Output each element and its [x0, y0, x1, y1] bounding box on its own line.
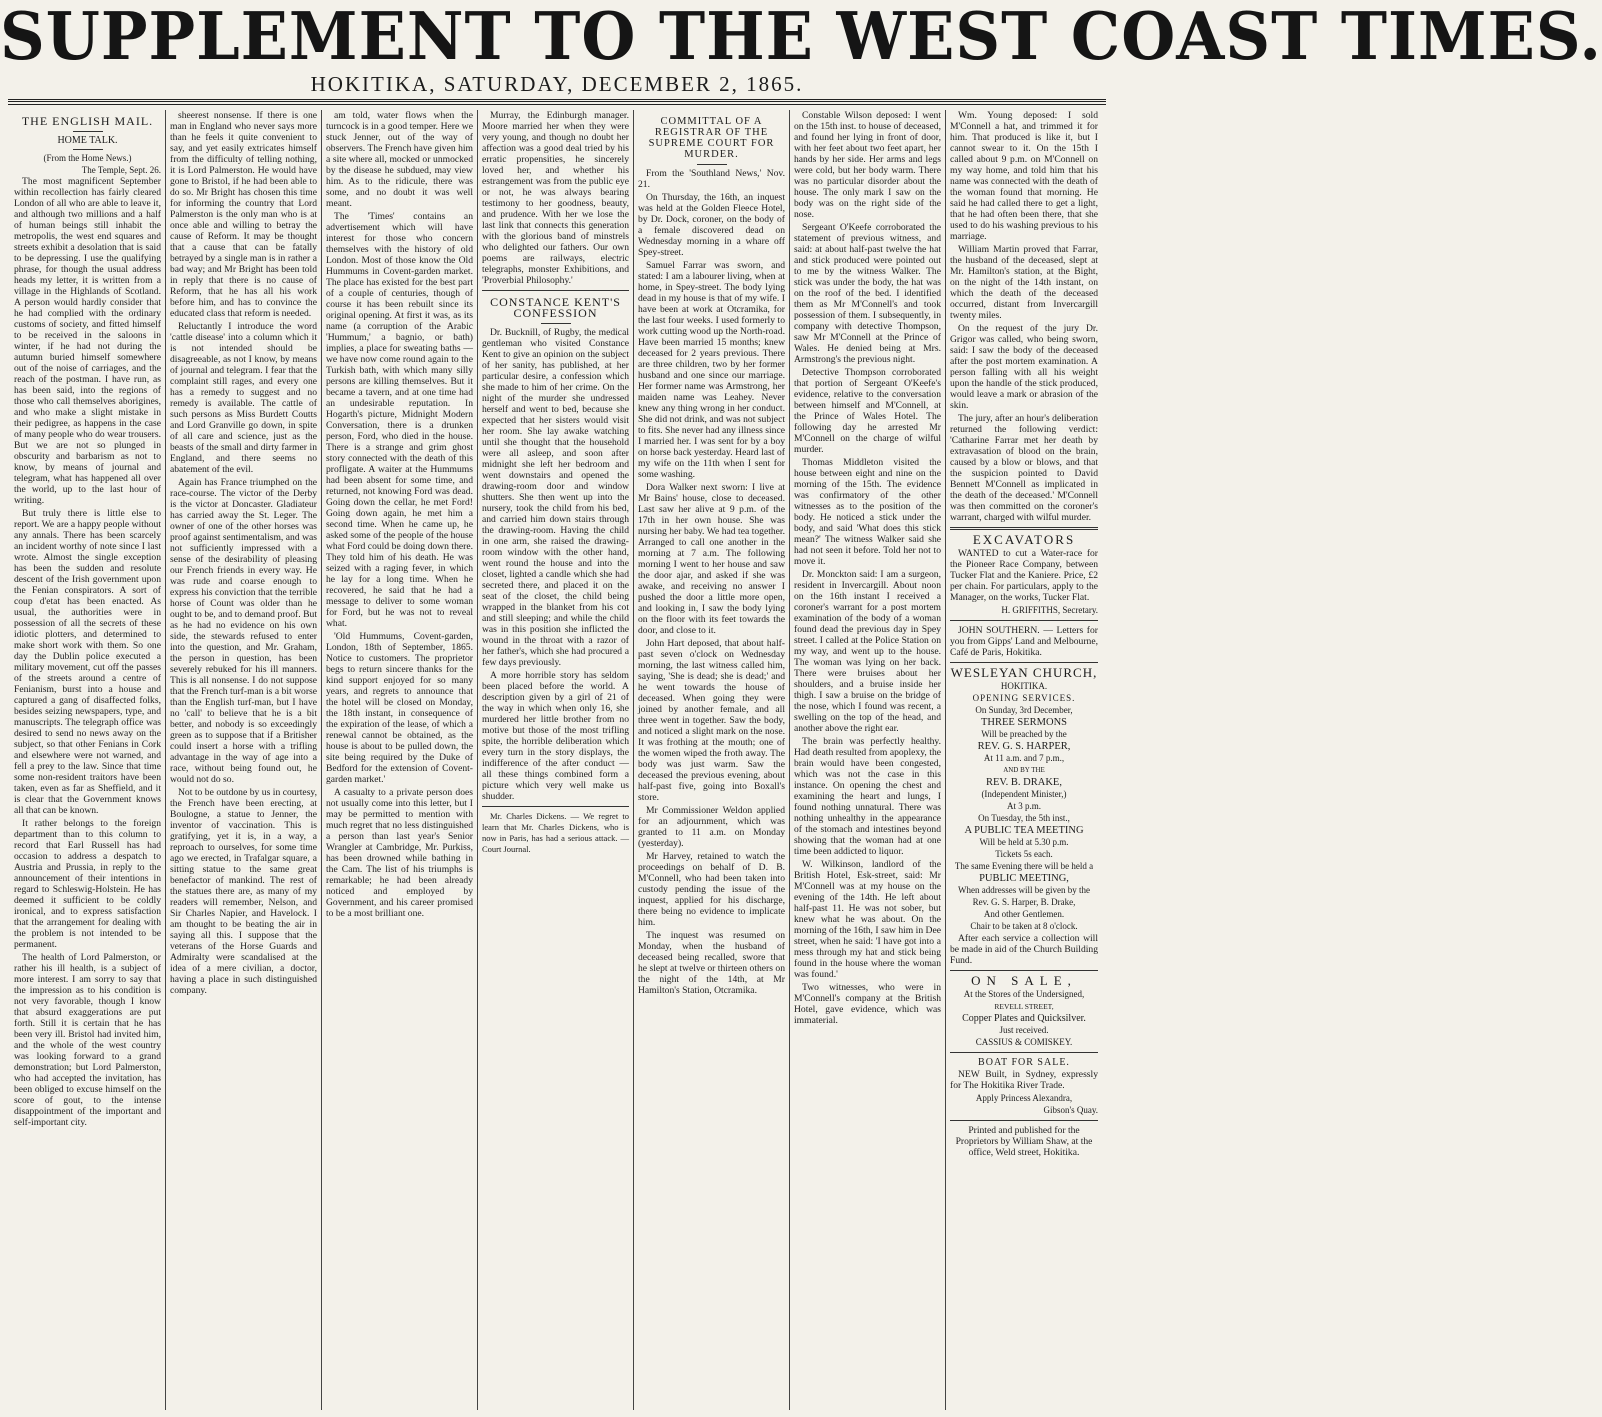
ad-church-collection: After each service a collection will be made in aid of the Church Building Fund. — [950, 933, 1098, 966]
paragraph: The 'Times' contains an advertisement which will have interest for those who concern themselves with the history of old London. Most of those know the Old Hummums in Covent-garden market. The place has existed for the best part of a couple of centuries, though of course it has been rebuilt since its original opening. At first it was, as its name (a corruption of the Arabic 'Hummum,' a bagnio, or bath) implies, a place for sweating baths — we have now come round again to the Turkish bath, with which many silly persons are killing themselves. But it became a tavern, and at one time had an undesirable reputation. In Hogarth's picture, Midnight Modern Conversation, there is a drunken person, Ford, who died in the house. There is a strange and grim ghost story connected with the death of this profligate. A waiter at the Hummums had been absent for some time, and returned, not knowing Ford was dead. Going down the cellar, he met Ford! Going down again, he met him a second time. When he came up, he asked some of the people of the house what Ford could be doing down there. They told him of his death. He was seized with a raging fever, in which he lay for a long time. When he recovered, he said that he had a message to deliver to some woman for Ford, but he was not to reveal what. — [326, 211, 473, 629]
paragraph: The inquest was resumed on Monday, when the husband of deceased being recalled, swore that he slept at twelve or thirteen others on the night of the 14th, at Mr Hamilton's Station, Otcramika. — [638, 930, 785, 996]
article-heading: CONSTANCE KENT'S CONFESSION — [490, 295, 621, 320]
ad-church-title: WESLEYAN CHURCH, — [950, 665, 1098, 680]
paragraph: W. Wilkinson, landlord of the British Hotel, Esk-street, said: Mr M'Connell was at my house on the evening of the 14th. He left about half-past 11. He was not sober, but knew what he was about. On the morning of the 16th, I saw him in Dee street, when he said: 'I have got into a mess through my hat and stick being found in the house where the woman was found.' — [794, 859, 941, 980]
ad-church-chair: Chair to be taken at 8 o'clock. — [970, 921, 1078, 931]
paragraph: The brain was perfectly healthy. Had death resulted from apoplexy, the brain would have been congested, which was not the case in this instance. On opening the chest and examining the heart and lungs, I found nothing unnatural. There was nothing unhealthy in the appearance of the stomach and intestines beyond showing that the woman had at one time been addicted to liquor. — [794, 736, 941, 857]
ad-church-addressed: When addresses will be given by the — [958, 885, 1090, 895]
divider — [482, 806, 629, 807]
paragraph: A casualty to a private person does not usually come into this letter, but I may be permitted to mention with much regret that no less distinguished a person than last year's Senior Wrangler at Cambridge, Mr. Purkiss, has been drowned while bathing in the Cam. The list of his triumphs is remarkable; he had been already noticed and employed by Government, and his career promised to be a most brilliant one. — [326, 787, 473, 919]
divider — [950, 970, 1098, 971]
column-2 — [166, 110, 322, 1410]
ad-excavators-body: WANTED to cut a Water-race for the Pioneer Race Company, between Tucker Flat and the Kaniere. Price, £2 per chain. For particulars, apply to the Manager, on the works, Tucker Flat. — [950, 548, 1098, 603]
ad-church-tickets: Tickets 5s each. — [995, 849, 1053, 859]
dateline: HOKITIKA, SATURDAY, DECEMBER 2, 1865. — [310, 72, 804, 96]
column-5 — [634, 110, 790, 1410]
ad-church-indep: (Independent Minister,) — [981, 789, 1067, 799]
ad-boat-title: BOAT FOR SALE. — [978, 1057, 1070, 1068]
paragraph: Detective Thompson corroborated that portion of Sergeant O'Keefe's evidence, relative to the conversation between himself and M'Connell, at the Prince of Wales Hotel. The following day he arrested Mr M'Connell on the charge of wilful murder. — [794, 367, 941, 455]
paragraph: Mr Harvey, retained to watch the proceedings on behalf of D. B. M'Connell, who had been taken into custody pending the issue of the inquest, applied for his discharge, there being no evidence to implicate him. — [638, 851, 785, 928]
footnote: Mr. Charles Dickens. — We regret to learn that Mr. Charles Dickens, who is now in Paris, has had a serious attack. — Court Journal. — [482, 811, 629, 854]
ad-boat-quay: Gibson's Quay. — [1043, 1105, 1098, 1115]
ad-church-speakers: Rev. G. S. Harper, B. Drake, — [972, 897, 1076, 907]
paragraph: Dora Walker next sworn: I live at Mr Bains' house, close to deceased. Last saw her alive at 9 p.m. of the 17th in her own house. She was nursing her baby. We had tea together. Arranged to call one another in the morning at 7 a.m. The following morning I went to her house and saw the door ajar, and asked if she was awake, and receiving no answer I pushed the door a little more open, and looking in, I saw the body lying on the floor with its feet towards the door, and close to it. — [638, 482, 785, 636]
paragraph: Wm. Young deposed: I sold M'Connell a hat, and trimmed it for him. That produced is like it, but I cannot swear to it. On the 15th I called about 9 p.m. on M'Connell on my way home, and told him that his name was connected with the death of the woman found that morning. He said he had called there to get a light, that he had often been there, that she used to do his washing previous to his marriage. — [950, 110, 1098, 242]
paragraph: Two witnesses, who were in M'Connell's company at the British Hotel, gave evidence, which was immaterial. — [794, 982, 941, 1026]
divider — [482, 290, 629, 291]
article-heading: COMMITTAL OF A REGISTRAR OF THE SUPREME COURT FOR MURDER. — [648, 116, 775, 160]
paragraph: The health of Lord Palmerston, or rather his ill health, is a subject of more interest. I am sorry to say that the impression as to his condition is not very favorable, though I know that absurd exaggerations are put forth. Still it is certain that he has been very ill. Bristol had invited him, and the whole of the west country was looking forward to a grand demonstration; but Lord Palmerston, who had accepted the invitation, has been obliged to excuse himself on the score of gout, to the intense disappointment of the important and self-important city. — [14, 952, 161, 1128]
paragraph: Again has France triumphed on the race-course. The victor of the Derby is the victor at Doncaster. Gladiateur has carried away the St. Leger. The owner of one of the other horses was proof against sentimentalism, and was not sufficiently impressed with a sense of the desirability of pleasing our French friends in every way. He was rude and coarse enough to express his conviction that the terrible horse of Count was older than he ought to be, and to demand proof. But as he had no evidence on his own side, the stewards refused to enter into the question, and Mr. Graham, the person in question, has been severely rebuked for his ill manners. This is all nonsense. I do not suppose that the French turf-man is a bit worse than the English turf-man, but I have no 'call' to believe that he is a bit better, and nobody is so exceedingly green as to suppose that if a Britisher could insert a horse with a trifling advantage in the way of age into a race, without being found out, he would not do so. — [170, 477, 317, 785]
ad-church-same: The same Evening there will be held a — [954, 861, 1094, 871]
divider — [73, 149, 103, 150]
imprint: Printed and published for the Proprietors by William Shaw, at the office, Weld street, Hokitika. — [955, 1125, 1093, 1158]
paragraph: am told, water flows when the turncock is in a good temper. Here we stuck Jenner, out of the way of observers. The French have given him a site where all, mocked or unmocked by the disease he subdued, may view him. As to the ridicule, there was some, and no doubt it was well meant. — [326, 110, 473, 209]
ad-southern: JOHN SOUTHERN. — Letters for you from Gipps' Land and Melbourne, Café de Paris, Hokitika. — [950, 625, 1098, 658]
paragraph: It rather belongs to the foreign department than to this column to record that Earl Russell has had occasion to address a despatch to Austria and Prussia, in reply to the announcement of their intentions in regard to Schleswig-Holstein. He has deemed it sufficient to be coldly ironical, and to express satisfaction that the arrangement for dealing with the problem is not intended to be permanent. — [14, 818, 161, 950]
divider — [950, 662, 1098, 663]
ad-church-time1: At 11 a.m. and 7 p.m., — [983, 753, 1065, 763]
ad-sale-items: Copper Plates and Quicksilver. — [962, 1013, 1086, 1024]
ad-church-time2: At 3 p.m. — [1006, 801, 1041, 811]
ad-church-preached: Will be preached by the — [981, 729, 1067, 739]
ad-church-and: AND BY THE — [1003, 766, 1045, 774]
article-source: (From the Home News.) — [43, 153, 132, 163]
paragraph: On Thursday, the 16th, an inquest was held at the Golden Fleece Hotel, by Dr. Dock, coroner, on the body of a female discovered dead on Wednesday morning in a whare off Spey-street. — [638, 192, 785, 258]
ad-church-sermons: THREE SERMONS — [980, 717, 1068, 728]
ad-sale-title: ON SALE, — [971, 973, 1077, 988]
ad-boat-apply: Apply Princess Alexandra, — [975, 1093, 1073, 1103]
ad-church-rev1: REV. G. S. HARPER, — [977, 741, 1071, 752]
column-4 — [478, 110, 634, 1410]
paragraph: Not to be outdone by us in courtesy, the French have been erecting, at Boulogne, a statue to Jenner, the inventor of vaccination. This is gratifying, yet it is, in a way, a reproach to ourselves, for some time ago we erected, in Trafalgar square, a sitting statue to the same great benefactor of mankind. The rest of the statues there are, as many of my readers will remember, Nelson, and Sir Charles Napier, and Havelock. I am thought to be beating the air in saying all this. I suppose that the veterans of the Horse Guards and Admiralty were scandalised at the idea of a mere civilian, a doctor, having a place in such distinguished company. — [170, 787, 317, 996]
ad-church-public: PUBLIC MEETING, — [979, 873, 1069, 884]
ad-boat-body: NEW Built, in Sydney, expressly for The Hokitika River Trade. — [950, 1069, 1098, 1091]
ad-church-rev2: REV. B. DRAKE, — [986, 777, 1062, 788]
column-7 — [946, 110, 1102, 1410]
paragraph: Thomas Middleton visited the house between eight and nine on the morning of the 15th. The evidence was confirmatory of the other witnesses as to the position of the body. He noticed a stick under the body, and said 'What does this stick mean?' The witness Walker said she had not seen it before. Told her not to move it. — [794, 457, 941, 567]
paragraph: Constable Wilson deposed: I went on the 15th inst. to house of deceased, and found her lying in front of door, with her feet about two feet apart, her hands by her side. Her arms and legs were cold, but her body warm. There was no particular disorder about the house. The only mark I saw on the body was on the right side of the nose. — [794, 110, 941, 220]
ad-church-others: And other Gentlemen. — [983, 909, 1065, 919]
ad-church-opening: OPENING SERVICES. — [972, 693, 1076, 703]
paragraph: The most magnificent September within recollection has fairly cleared London of all who are able to leave it, and although two millions and a half of human beings still inhabit the metropolis, the west end squares and streets exhibit a desolation that is said to be depressing. I use the qualifying phrase, for though the usual address heads my letter, it is written from a village in the Highlands of Scotland. A person would hardly consider that he had complied with the ordinary customs of society, and fitted himself to be received in the saloons in winter, if he had not during the autumn buried himself somewhere out of the noise of carriages, and the reach of the postman. I have run, as has been said, into the regions of those who call themselves aborigines, and who make a slight mistake in their pedigree, as happens in the case of many people who do wear trousers. But we are not so plunged in obscurity and barbarism as not to know, by means of journal and telegram, what has happened all over the world, up to the last hour of writing. — [14, 176, 161, 506]
masthead-rule-thin — [8, 104, 1106, 105]
paragraph: On the request of the jury Dr. Grigor was called, who being sworn, said: I saw the body of the deceased after the post mortem examination. A person falling with all his weight upon the handle of the stick produced, would leave a mark or abrasion of the skin. — [950, 323, 1098, 411]
ad-excavators-title: EXCAVATORS — [972, 532, 1076, 547]
divider — [73, 131, 103, 132]
article-place-date: The Temple, Sept. 26. — [81, 165, 161, 175]
columns — [10, 110, 1106, 1410]
divider — [541, 323, 571, 324]
ad-church-held: Will be held at 5.30 p.m. — [979, 837, 1069, 847]
divider — [697, 164, 727, 165]
paragraph: John Hart deposed, that about half-past seven o'clock on Wednesday morning, the last witness called him, saying, 'She is dead; she is dead;' and he went towards the house of deceased. When going they were joined by another female, and all three went in together. Saw the body, and noticed a slight mark on the nose. It was frothing at the mouth; one of the women wiped the froth away. The body was just warm. Saw the deceased the previous evening, about half-past five, going into Boxall's store. — [638, 638, 785, 803]
article-subheading: HOME TALK. — [57, 135, 118, 146]
article-heading: THE ENGLISH MAIL. — [21, 114, 154, 128]
column-1 — [10, 110, 166, 1410]
masthead-title: SUPPLEMENT TO THE WEST COAST TIMES. — [0, 0, 1602, 75]
ad-sale-received: Just received. — [999, 1025, 1049, 1035]
ad-sale-firm: CASSIUS & COMISKEY. — [975, 1037, 1073, 1047]
paragraph: A more horrible story has seldom been placed before the world. A description given by a girl of 21 of the way in which when only 16, she murdered her little brother from no motive but those of the most trifling spite, the horrible deliberation which every turn in the story displays, the indifference of the after conduct — all these things combined form a picture which very well make us shudder. — [482, 670, 629, 802]
article-source: From the 'Southland News,' Nov. 21. — [638, 168, 785, 190]
paragraph: Reluctantly I introduce the word 'cattle disease' into a column which it is not intended should be disagreeable, as not I know, by means of journal and telegram. I fear that the complaint still rages, and every one has a remedy to suggest and no remedy is available. The cattle of such persons as Miss Burdett Coutts and Lord Granville go down, in spite of all care and science, just as the beasts of the small and dirty farmer in England, and there seems no abatement of the evil. — [170, 321, 317, 475]
divider — [950, 620, 1098, 621]
paragraph: Dr. Bucknill, of Rugby, the medical gentleman who visited Constance Kent to give an opinion on the subject of her sanity, has published, at her particular desire, a confession which she made to him of her crime. On the night of the murder she undressed herself and went to bed, because she expected that her sisters would visit her room. She lay awake watching until she thought that the household were all asleep, and soon after midnight she left her bedroom and went downstairs and opened the drawing-room door and window shutters. She then went up into the nursery, took the child from his bed, and carried him down stairs through the drawing-room. Having the child in one arm, she raised the drawing-room window with the other hand, went round the house and into the closet, lighted a candle which she had secreted there, and placed it on the seat of the closet, the child being wrapped in the blanket from his cot and still sleeping; and while the child was in this position she inflicted the wound in the throat with a razor of her father's, which she had procured a few days previously. — [482, 327, 629, 668]
divider — [950, 1052, 1098, 1053]
paragraph: Samuel Farrar was sworn, and stated: I am a labourer living, when at home, in Spey-street. The body lying dead in my house is that of my wife. I have been at work at Otcramika, for the last four weeks. I used formerly to work cutting wood up the North-road. Have been married 15 months; knew deceased for 2 years previous. There are three children, two by her former husband and one since our marriage. Her former name was Armstrong, her maiden name was Leahey. Never knew any thing wrong in her conduct. She did not drink, and was not subject to fits. She never had any illness since I married her. I was sent for by a boy on horse back yesterday. Heard last of my wife on the 11th when I sent for some washing. — [638, 260, 785, 480]
paragraph: William Martin proved that Farrar, the husband of the deceased, slept at Mr. Hamilton's station, at the Bight, on the night of the 14th instant, on which the death of the deceased occurred, distant from Invercargill twenty miles. — [950, 244, 1098, 321]
ad-excavators-signature: H. GRIFFITHS, Secretary. — [1001, 605, 1098, 615]
column-6 — [790, 110, 946, 1410]
paragraph: Dr. Monckton said: I am a surgeon, resident in Invercargill. About noon on the 16th instant I received a coroner's warrant for a post mortem examination of the body of a woman found dead the previous day in Spey street. I called at the Police Station on my way, and went up to the house. The woman was lying on her back. There were bruises about her shoulders, and a bruise inside her thigh. I saw a bruise on the bridge of the nose, which I found was recent, a swelling on the top of the head, and another above the right ear. — [794, 569, 941, 734]
ad-sale-stores: At the Stores of the Undersigned, — [963, 989, 1085, 999]
paragraph: 'Old Hummums, Covent-garden, London, 18th of September, 1865. Notice to customers. The proprietor begs to return sincere thanks for the kind support enjoyed for so many years, and regrets to announce that the hotel will be closed on Monday, the 18th instant, in consequence of the expiration of the lease, of which a renewal cannot be obtained, as the house is about to be pulled down, the site being required by the Duke of Bedford for the extension of Covent-garden market.' — [326, 631, 473, 785]
divider — [950, 1120, 1098, 1121]
ad-church-place: HOKITIKA. — [1000, 681, 1048, 691]
paragraph: Sergeant O'Keefe corroborated the statement of previous witness, and said: at about half-past twelve the hat and stick produced were pointed out to me by the witness Walker. The stick was under the body, the hat was on the roof of the bed. I identified them as Mr M'Connell's and took possession of them. I subsequently, in company with detective Thompson, saw Mr M'Connell at the Prince of Wales. He denied being at Mrs. Armstrong's the previous night. — [794, 222, 941, 365]
ad-church-date: On Sunday, 3rd December, — [975, 705, 1073, 715]
paragraph: sheerest nonsense. If there is one man in England who never says more than he feels it quite convenient to say, and yet easily extricates himself from the difficulty of telling nothing, it is Lord Palmerston. He would have gone to Bristol, if he had been able to do so. Mr Bright has chosen this time for informing the country that Lord Palmerston is the only man who is at once able and willing to betray the cause of Reform. It may be thought that a cause that can be fatally betrayed by a single man is in rather a bad way; and Mr Bright has been told in reply that there is no cause of Reform, that he has all his work before him, and has to convince the educated class that reform is needed. — [170, 110, 317, 319]
ad-sale-street: REVELL STREET, — [994, 1002, 1054, 1011]
column-3 — [322, 110, 478, 1410]
ad-church-tea: A PUBLIC TEA MEETING — [964, 825, 1084, 836]
paragraph: The jury, after an hour's deliberation returned the following verdict: 'Catharine Farrar met her death by extravasation of blood on the brain, caused by a blow or blows, and that the suspicion pointed to David Bennett M'Connell as implicated in the death of the deceased.' M'Connell was then committed on the coroner's warrant, charged with wilful murder. — [950, 413, 1098, 523]
paragraph: Murray, the Edinburgh manager. Moore married her when they were very young, and though no doubt her affection was a good deal tried by his erratic propensities, he sincerely loved her, and whether his estrangement was from the public eye or not, he was always bearing testimony to her goodness, beauty, and prudence. With her we lose the last link that connects this generation with the glorious band of minstrels who delighted our fathers. Our own poems are railways, electric telegraphs, monster Exhibitions, and 'Proverbial Philosophy.' — [482, 110, 629, 286]
paragraph: But truly there is little else to report. We are a happy people without any annals. There has been scarcely an incident worthy of note since I last wrote. Almost the single exception has been the sudden and resolute descent of the Irish government upon the Fenian conspirators. A sort of coup d'etat has been enacted. As usual, the authorities were in possession of all the secrets of these idiotic plotters, and determined to make short work with them. So one day the Dublin police executed a military movement, cut off the passes of the streets around a centre of Fenianism, burst into a house and captured a gang of disaffected folks, besides seizing newspapers, type, and manuscripts. The telegraph office was desired to send no news away on the subject, so that other Fenians in Cork and elsewhere were not warned, and fell a prey to the law. Since that time some non-resident traitors have been taken, even as far as Sheffield, and it is clear that the Government knows all that can be known. — [14, 508, 161, 816]
ad-church-tuesday: On Tuesday, the 5th inst., — [978, 813, 1070, 823]
paragraph: Mr Commissioner Weldon applied for an adjournment, which was granted to 11 a.m. on Monday (yesterday). — [638, 805, 785, 849]
divider — [950, 527, 1098, 530]
